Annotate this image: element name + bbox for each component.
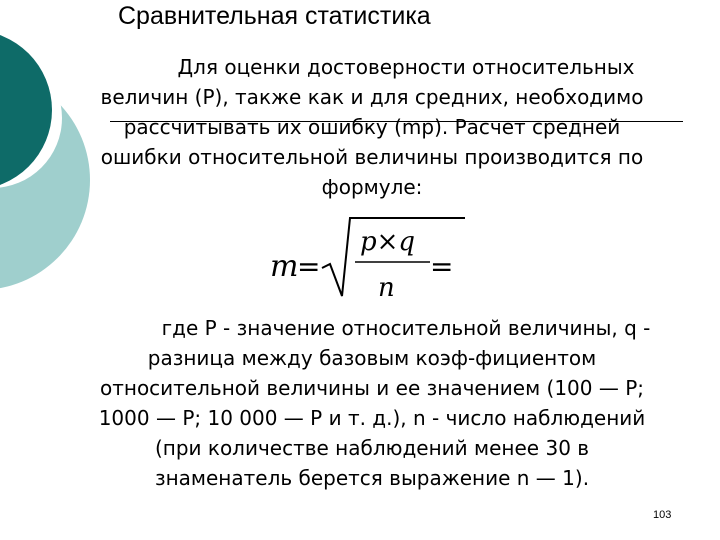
definition-first-line: где Р - значение относительной (161, 316, 502, 340)
slide-title: Сравнительная статистика (118, 2, 431, 30)
formula-trailing-equals: = (430, 250, 454, 283)
formula-numerator: p×q (360, 227, 416, 257)
intro-rest: относительных величин (Р), также как и для средних, необходимо рассчитывать их ошибку (mр). Расчет средней ошибки относительной величины производится по формуле: (100, 55, 644, 199)
formula-lhs: m (270, 249, 299, 284)
page-number: 103 (653, 509, 672, 521)
formula-denominator: n (378, 273, 395, 303)
formula-equals: = (297, 250, 321, 283)
definition-paragraph (88, 313, 656, 493)
intro-first-line: Для оценки достоверности (177, 55, 466, 79)
definition-rest: величины, q - разница между базовым коэф-фициентом относительной величины и ее значением (100 — Р; 1000 — Р; 10 000 — Р и т. д.), n - число наблюдений (при количестве наблюдений менее 30 в знаменатель берется выражение n — 1). (98, 316, 651, 490)
